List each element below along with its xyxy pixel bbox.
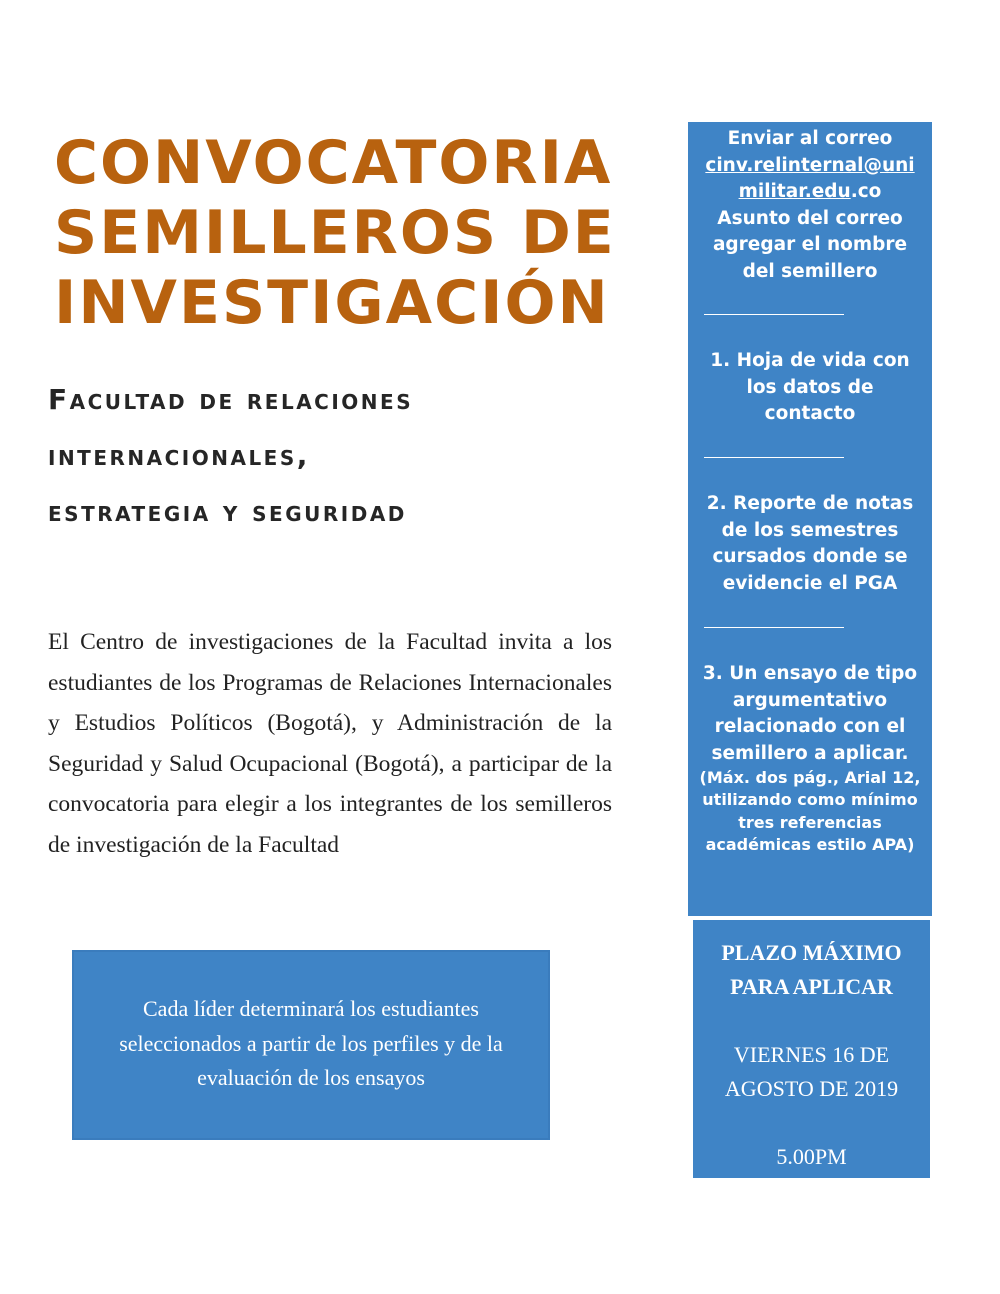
requirement-1: 1. Hoja de vida con los datos de contacto — [710, 350, 910, 424]
send-label: Enviar al correo — [727, 128, 893, 149]
requirement-3 — [698, 661, 922, 857]
requirement-3-note: (Máx. dos pág., Arial 12, utilizando como mínimo tres referencias académicas estilo APA) — [699, 768, 921, 855]
deadline-box — [693, 920, 930, 1178]
invitation-paragraph: El Centro de investigaciones de la Facultad invita a los estudiantes de los Programas de Relaciones Internacionales y Estudios Políticos (Bogotá), y Administración de la Seguridad y Salud Ocupacional (Bogotá), a participar de la convocatoria para elegir a los integrantes de los semilleros de investigación de la Facultad — [48, 629, 612, 858]
email-link-part-2[interactable]: militar.edu — [738, 181, 851, 202]
requirements-sidebar — [688, 122, 932, 916]
email-suffix: .co — [850, 181, 882, 202]
subject-label: Asunto del correo agregar el nombre del semillero — [712, 207, 908, 282]
subtitle-line-3: estrategia y seguridad — [48, 495, 407, 528]
subtitle-line-1: Facultad de relaciones — [48, 383, 414, 416]
requirement-3-text: 3. Un ensayo de tipo argumentativo relacionado con el semillero a aplicar. — [702, 663, 918, 764]
title-line-1: CONVOCATORIA — [54, 128, 613, 198]
requirement-2: 2. Reporte de notas de los semestres cursados donde se evidencie el PGA — [706, 493, 914, 594]
email-link-part-1[interactable]: cinv.relinternal@uni — [705, 154, 915, 176]
selection-note-box — [72, 950, 550, 1140]
divider-1 — [704, 314, 844, 315]
faculty-subtitle — [48, 372, 648, 540]
deadline-heading-2: PARA APLICAR — [730, 974, 893, 999]
selection-note-text: Cada líder determinará los estudiantes seleccionados a partir de los perfiles y de la evaluación de los ensayos — [119, 996, 503, 1090]
title-line-2: SEMILLEROS DE — [54, 198, 616, 268]
divider-3 — [704, 627, 844, 628]
send-instructions — [698, 126, 922, 285]
deadline-time: 5.00PM — [776, 1144, 847, 1169]
subtitle-line-2: internacionales, — [48, 439, 310, 472]
deadline-date-2: AGOSTO DE 2019 — [724, 1076, 899, 1101]
page-title — [54, 128, 654, 338]
deadline-date-1: VIERNES 16 DE — [733, 1042, 890, 1067]
title-line-3: INVESTIGACIÓN — [54, 268, 610, 338]
divider-2 — [704, 457, 844, 458]
email-address — [698, 153, 922, 206]
deadline-heading-1: PLAZO MÁXIMO — [721, 940, 902, 965]
